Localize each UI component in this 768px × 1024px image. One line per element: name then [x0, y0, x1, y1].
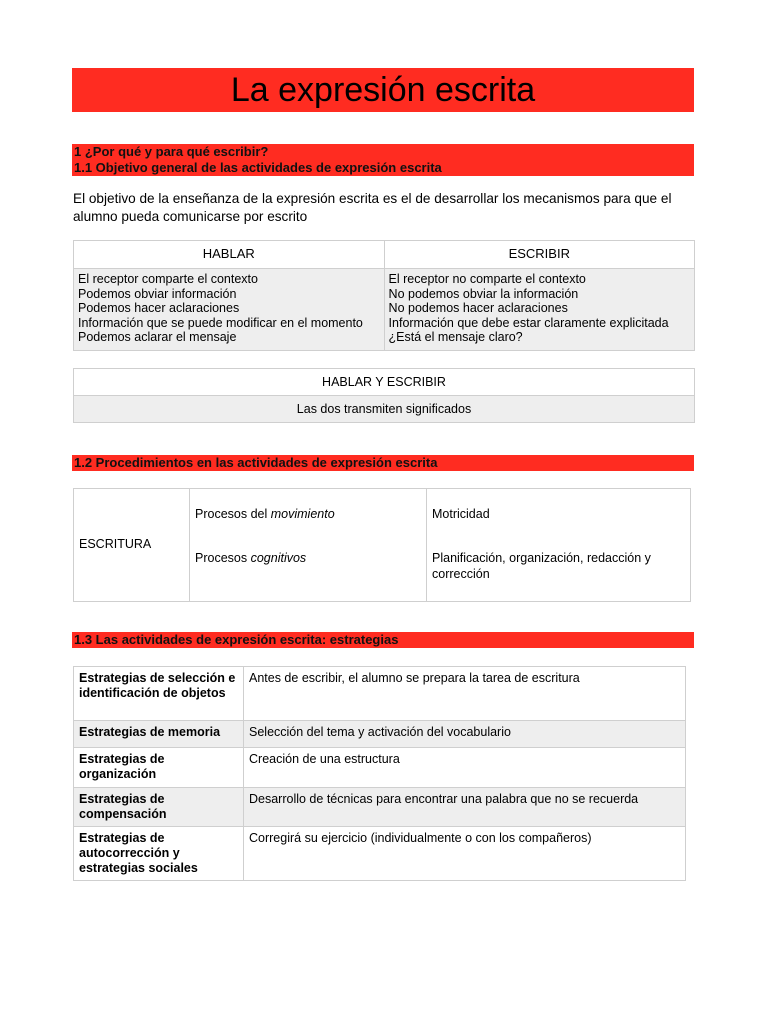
strategy-label: Estrategias de compensación: [74, 788, 244, 827]
process-movimiento-em: movimiento: [270, 507, 335, 521]
hablar-item: Podemos aclarar el mensaje: [78, 330, 237, 345]
strategy-label: Estrategias de autocorrección y estrategias sociales: [74, 827, 244, 881]
section-1-heading-line1: 1 ¿Por qué y para qué escribir?: [74, 144, 269, 159]
section-1-heading: [72, 144, 694, 176]
hablar-escribir-table: [73, 240, 695, 351]
strategy-label: Estrategias de memoria: [74, 721, 244, 748]
escribir-item: No podemos obviar la información: [388, 286, 579, 301]
strategy-label: Estrategias de organización: [74, 748, 244, 788]
process-movimiento-prefix: Procesos del: [195, 507, 271, 521]
escribir-cell: [384, 269, 694, 351]
process-cognitivos-value: Planificación, organización, redacción y corrección: [432, 551, 651, 581]
strategy-description: Corregirá su ejercicio (individualmente o con los compañeros): [244, 827, 686, 881]
process-cognitivos: [195, 551, 421, 567]
table-row: [74, 827, 686, 881]
strategy-description: Creación de una estructura: [244, 748, 686, 788]
hablar-y-escribir-value: Las dos transmiten significados: [74, 396, 695, 423]
document-title: La expresión escrita: [72, 68, 694, 112]
hablar-item: El receptor comparte el contexto: [78, 272, 258, 286]
table-row: [74, 748, 686, 788]
section-3-heading: 1.3 Las actividades de expresión escrita: estrategias: [72, 632, 694, 648]
section-1-heading-line2: 1.1 Objetivo general de las actividades de expresión escrita: [74, 159, 442, 175]
escribir-header: ESCRIBIR: [384, 241, 694, 269]
objective-paragraph: El objetivo de la enseñanza de la expresión escrita es el de desarrollar los mecanismos para que el alumno pueda comunicarse por escrito: [73, 191, 672, 224]
hablar-y-escribir-table: [73, 368, 695, 423]
process-movimiento-value: Motricidad: [432, 507, 490, 521]
escritura-table: [73, 488, 691, 602]
hablar-y-escribir-header: HABLAR Y ESCRIBIR: [74, 369, 695, 396]
process-cognitivos-em: cognitivos: [250, 551, 307, 565]
escritura-label: ESCRITURA: [74, 489, 190, 602]
table-row: [74, 667, 686, 721]
escribir-item: No podemos hacer aclaraciones: [388, 301, 568, 316]
process-cognitivos-prefix: Procesos: [195, 551, 251, 565]
hablar-cell: [74, 269, 385, 351]
process-value-cell: [427, 489, 691, 602]
table-row: [74, 721, 686, 748]
strategies-table: [73, 666, 686, 881]
strategy-label: Estrategias de selección e identificación de objetos: [74, 667, 244, 721]
strategy-description: Desarrollo de técnicas para encontrar una palabra que no se recuerda: [244, 788, 686, 827]
hablar-item: Podemos hacer aclaraciones: [78, 301, 240, 316]
hablar-item: Información que se puede modificar en el momento: [78, 315, 363, 330]
strategy-description: Selección del tema y activación del vocabulario: [244, 721, 686, 748]
table-row: [74, 788, 686, 827]
hablar-header: HABLAR: [74, 241, 385, 269]
strategy-description: Antes de escribir, el alumno se prepara la tarea de escritura: [244, 667, 686, 721]
escribir-item: ¿Está el mensaje claro?: [388, 330, 523, 345]
escribir-item: El receptor no comparte el contexto: [388, 272, 586, 286]
process-type-cell: [190, 489, 427, 602]
section-2-heading: 1.2 Procedimientos en las actividades de expresión escrita: [72, 455, 694, 471]
process-movimiento: [195, 507, 421, 523]
hablar-item: Podemos obviar información: [78, 286, 237, 301]
escribir-item: Información que debe estar claramente explicitada: [388, 315, 669, 330]
